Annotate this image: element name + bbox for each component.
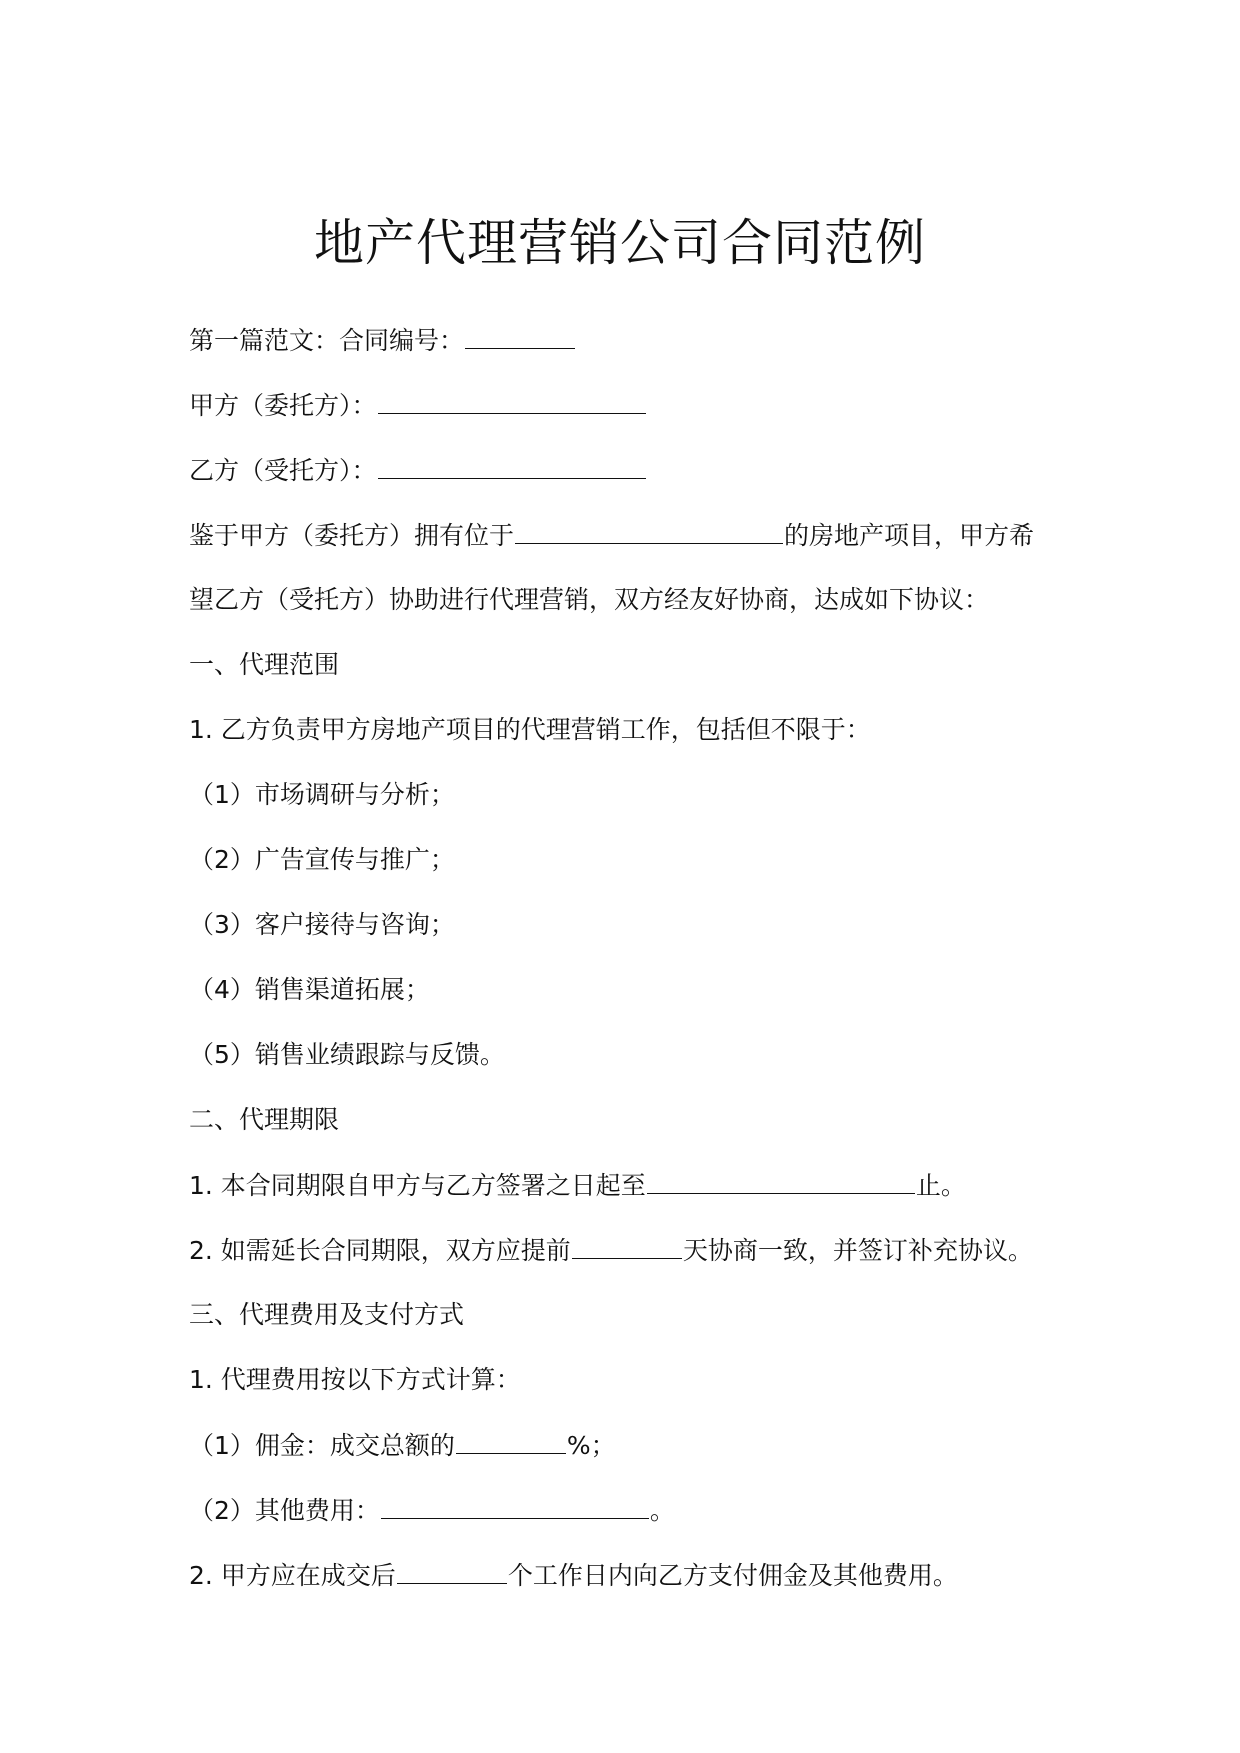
fees-item-other xyxy=(189,1488,1069,1553)
preamble-text-2: 望乙方（受托方）协助进行代理营销，双方经友好协商，达成如下协议： xyxy=(189,585,990,614)
term-clause-2 xyxy=(189,1228,1069,1293)
term-clause-1 xyxy=(189,1163,1069,1228)
section-heading-fees xyxy=(189,1293,1069,1358)
party-b-line xyxy=(189,448,1069,513)
scope-item-4 xyxy=(189,968,1069,1033)
party-b-label: 乙方（受托方）： xyxy=(189,456,377,485)
term-clause-1-text-a: 1. 本合同期限自甲方与乙方签署之日起至 xyxy=(189,1171,646,1200)
scope-item-5 xyxy=(189,1033,1069,1098)
scope-item-1 xyxy=(189,773,1069,838)
scope-item-3-text: （3）客户接待与咨询； xyxy=(189,910,455,939)
scope-item-2-text: （2）广告宣传与推广； xyxy=(189,845,455,874)
scope-item-1-text: （1）市场调研与分析； xyxy=(189,780,455,809)
party-a-line xyxy=(189,383,1069,448)
section-heading-scope-text: 一、代理范围 xyxy=(189,650,340,679)
scope-item-3 xyxy=(189,903,1069,968)
extension-days-blank xyxy=(572,1228,682,1259)
contract-number-label: 第一篇范文：合同编号： xyxy=(189,326,465,355)
document-body xyxy=(189,318,1069,1618)
section-heading-term xyxy=(189,1098,1069,1163)
section-heading-fees-text: 三、代理费用及支付方式 xyxy=(189,1300,465,1329)
document-title: 地产代理营销公司合同范例 xyxy=(314,214,926,272)
scope-item-4-text: （4）销售渠道拓展； xyxy=(189,975,430,1004)
payment-days-blank xyxy=(397,1553,507,1584)
party-a-blank xyxy=(378,383,646,414)
term-clause-2-text-b: 天协商一致，并签订补充协议。 xyxy=(682,1236,1033,1265)
fees-item-commission-text-a: （1）佣金：成交总额的 xyxy=(189,1431,455,1460)
project-location-blank xyxy=(515,513,783,544)
preamble-line-1 xyxy=(189,513,1069,578)
party-b-blank xyxy=(378,448,646,479)
fees-item-commission-text-b: %； xyxy=(566,1431,616,1460)
other-fees-blank xyxy=(381,1488,649,1519)
party-a-label: 甲方（委托方）： xyxy=(189,391,377,420)
fees-clause-1 xyxy=(189,1358,1069,1423)
contract-number-blank xyxy=(465,318,575,349)
scope-item-5-text: （5）销售业绩跟踪与反馈。 xyxy=(189,1040,505,1069)
term-end-date-blank xyxy=(647,1163,915,1194)
fees-clause-2 xyxy=(189,1553,1069,1618)
section-heading-scope xyxy=(189,643,1069,708)
fees-clause-2-text-b: 个工作日内向乙方支付佣金及其他费用。 xyxy=(507,1561,958,1590)
scope-clause-1 xyxy=(189,708,1069,773)
preamble-text-1b: 的房地产项目，甲方希 xyxy=(784,521,1035,550)
fees-item-other-text-b: 。 xyxy=(649,1496,675,1525)
preamble-text-1a: 鉴于甲方（委托方）拥有位于 xyxy=(189,521,515,550)
fees-clause-2-text-a: 2. 甲方应在成交后 xyxy=(189,1561,396,1590)
fees-item-commission xyxy=(189,1423,1069,1488)
preamble-line-2 xyxy=(189,578,1069,643)
term-clause-2-text-a: 2. 如需延长合同期限，双方应提前 xyxy=(189,1236,571,1265)
contract-number-line xyxy=(189,318,1069,383)
commission-percent-blank xyxy=(456,1423,566,1454)
fees-clause-1-text: 1. 代理费用按以下方式计算： xyxy=(189,1365,521,1394)
term-clause-1-text-b: 止。 xyxy=(915,1171,966,1200)
scope-clause-1-text: 1. 乙方负责甲方房地产项目的代理营销工作，包括但不限于： xyxy=(189,715,871,744)
fees-item-other-text-a: （2）其他费用： xyxy=(189,1496,380,1525)
scope-item-2 xyxy=(189,838,1069,903)
section-heading-term-text: 二、代理期限 xyxy=(189,1105,340,1134)
